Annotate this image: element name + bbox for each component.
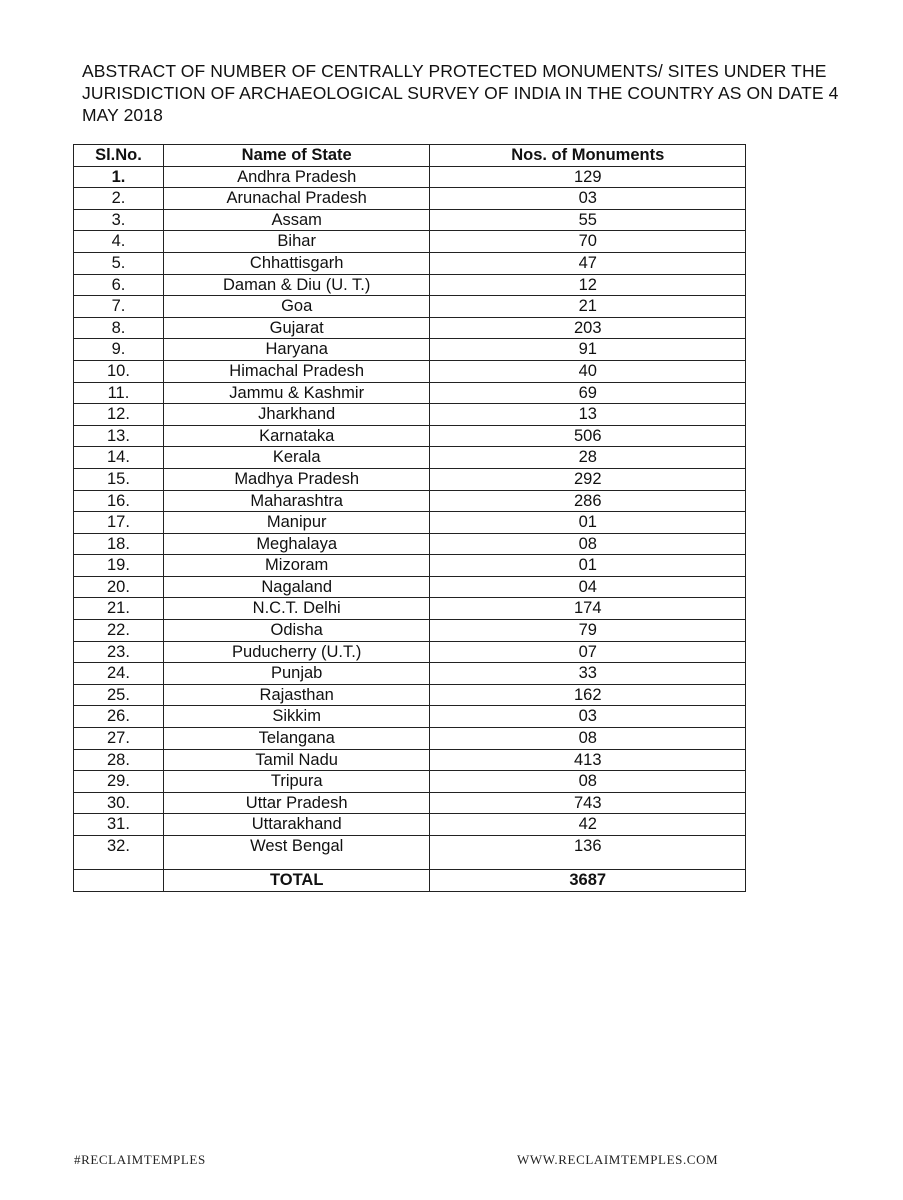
table-row xyxy=(74,684,746,706)
table-row xyxy=(74,728,746,750)
table-row xyxy=(74,468,746,490)
footer-hashtag: #RECLAIMTEMPLES xyxy=(74,1152,206,1167)
row-monument-count: 69 xyxy=(430,382,746,404)
total-row xyxy=(74,870,746,892)
row-monument-count: 162 xyxy=(430,684,746,706)
row-state-name: Bihar xyxy=(163,231,430,253)
row-sl-no: 10. xyxy=(74,360,164,382)
row-state-name: Sikkim xyxy=(163,706,430,728)
table-row xyxy=(74,404,746,426)
table-row xyxy=(74,749,746,771)
row-monument-count: 174 xyxy=(430,598,746,620)
row-monument-count: 129 xyxy=(430,166,746,188)
table-row xyxy=(74,317,746,339)
row-monument-count: 286 xyxy=(430,490,746,512)
row-state-name: Uttarakhand xyxy=(163,814,430,836)
row-monument-count: 03 xyxy=(430,188,746,210)
row-sl-no: 29. xyxy=(74,771,164,793)
row-state-name: N.C.T. Delhi xyxy=(163,598,430,620)
row-monument-count: 47 xyxy=(430,252,746,274)
table-row xyxy=(74,425,746,447)
row-monument-count: 79 xyxy=(430,620,746,642)
row-state-name: Tripura xyxy=(163,771,430,793)
table-row xyxy=(74,360,746,382)
row-sl-no: 19. xyxy=(74,555,164,577)
table-row xyxy=(74,252,746,274)
table-row xyxy=(74,620,746,642)
row-sl-no: 22. xyxy=(74,620,164,642)
row-sl-no: 15. xyxy=(74,468,164,490)
table-row xyxy=(74,771,746,793)
table-row xyxy=(74,706,746,728)
row-sl-no: 3. xyxy=(74,209,164,231)
row-sl-no: 18. xyxy=(74,533,164,555)
row-sl-no: 23. xyxy=(74,641,164,663)
row-state-name: Meghalaya xyxy=(163,533,430,555)
row-state-name: Uttar Pradesh xyxy=(163,792,430,814)
row-sl-no: 26. xyxy=(74,706,164,728)
header-state: Name of State xyxy=(163,145,430,167)
row-monument-count: 413 xyxy=(430,749,746,771)
row-sl-no: 11. xyxy=(74,382,164,404)
table-row xyxy=(74,274,746,296)
total-value: 3687 xyxy=(430,870,746,892)
row-state-name: Telangana xyxy=(163,728,430,750)
row-state-name: Daman & Diu (U. T.) xyxy=(163,274,430,296)
row-monument-count: 70 xyxy=(430,231,746,253)
row-monument-count: 08 xyxy=(430,728,746,750)
row-sl-no: 24. xyxy=(74,663,164,685)
row-sl-no: 9. xyxy=(74,339,164,361)
table-row xyxy=(74,555,746,577)
row-state-name: Punjab xyxy=(163,663,430,685)
table-row xyxy=(74,814,746,836)
row-state-name: Madhya Pradesh xyxy=(163,468,430,490)
row-monument-count: 01 xyxy=(430,555,746,577)
row-state-name: Puducherry (U.T.) xyxy=(163,641,430,663)
table-row xyxy=(74,339,746,361)
row-monument-count: 42 xyxy=(430,814,746,836)
row-state-name: Assam xyxy=(163,209,430,231)
row-sl-no: 17. xyxy=(74,512,164,534)
table-row xyxy=(74,166,746,188)
row-sl-no: 5. xyxy=(74,252,164,274)
row-sl-no: 7. xyxy=(74,296,164,318)
total-empty-cell xyxy=(74,870,164,892)
row-sl-no: 30. xyxy=(74,792,164,814)
row-monument-count: 03 xyxy=(430,706,746,728)
footer-website: WWW.RECLAIMTEMPLES.COM xyxy=(517,1152,719,1167)
total-label: TOTAL xyxy=(163,870,430,892)
row-state-name: Himachal Pradesh xyxy=(163,360,430,382)
row-sl-no: 13. xyxy=(74,425,164,447)
table-row xyxy=(74,296,746,318)
row-monument-count: 28 xyxy=(430,447,746,469)
table-row xyxy=(74,447,746,469)
row-sl-no: 25. xyxy=(74,684,164,706)
row-monument-count: 292 xyxy=(430,468,746,490)
row-sl-no: 12. xyxy=(74,404,164,426)
row-state-name: Haryana xyxy=(163,339,430,361)
row-state-name: Kerala xyxy=(163,447,430,469)
row-monument-count: 21 xyxy=(430,296,746,318)
row-state-name: Tamil Nadu xyxy=(163,749,430,771)
row-state-name: Chhattisgarh xyxy=(163,252,430,274)
row-state-name: Arunachal Pradesh xyxy=(163,188,430,210)
table-row xyxy=(74,512,746,534)
table-row xyxy=(74,231,746,253)
row-sl-no: 21. xyxy=(74,598,164,620)
table-header-row xyxy=(74,145,746,167)
header-sl-no: Sl.No. xyxy=(74,145,164,167)
row-monument-count: 136 xyxy=(430,836,746,870)
row-state-name: Goa xyxy=(163,296,430,318)
row-monument-count: 07 xyxy=(430,641,746,663)
row-state-name: Gujarat xyxy=(163,317,430,339)
row-monument-count: 08 xyxy=(430,533,746,555)
row-state-name: Karnataka xyxy=(163,425,430,447)
document-heading: ABSTRACT OF NUMBER OF CENTRALLY PROTECTED MONUMENTS/ SITES UNDER THE JURISDICTION OF ARCHAEOLOGICAL SURVEY OF INDIA IN THE COUNTRY AS ON DATE 4 MAY 2018 xyxy=(82,61,839,125)
row-monument-count: 40 xyxy=(430,360,746,382)
row-sl-no: 32. xyxy=(74,836,164,870)
row-monument-count: 743 xyxy=(430,792,746,814)
row-monument-count: 08 xyxy=(430,771,746,793)
row-monument-count: 203 xyxy=(430,317,746,339)
row-state-name: Jharkhand xyxy=(163,404,430,426)
row-sl-no: 31. xyxy=(74,814,164,836)
row-state-name: Maharashtra xyxy=(163,490,430,512)
row-sl-no: 8. xyxy=(74,317,164,339)
row-state-name: Jammu & Kashmir xyxy=(163,382,430,404)
row-state-name: West Bengal xyxy=(163,836,430,870)
row-state-name: Rajasthan xyxy=(163,684,430,706)
row-state-name: Odisha xyxy=(163,620,430,642)
header-count: Nos. of Monuments xyxy=(430,145,746,167)
row-state-name: Mizoram xyxy=(163,555,430,577)
row-sl-no: 28. xyxy=(74,749,164,771)
row-state-name: Nagaland xyxy=(163,576,430,598)
row-monument-count: 506 xyxy=(430,425,746,447)
row-sl-no: 6. xyxy=(74,274,164,296)
row-sl-no: 27. xyxy=(74,728,164,750)
monuments-table xyxy=(73,144,746,892)
table-row xyxy=(74,663,746,685)
row-sl-no: 4. xyxy=(74,231,164,253)
row-monument-count: 13 xyxy=(430,404,746,426)
row-monument-count: 91 xyxy=(430,339,746,361)
row-monument-count: 12 xyxy=(430,274,746,296)
table-row xyxy=(74,382,746,404)
table-row xyxy=(74,598,746,620)
table-row xyxy=(74,188,746,210)
row-sl-no: 20. xyxy=(74,576,164,598)
row-sl-no: 1. xyxy=(74,166,164,188)
table-row xyxy=(74,641,746,663)
row-state-name: Andhra Pradesh xyxy=(163,166,430,188)
table-row xyxy=(74,490,746,512)
row-monument-count: 01 xyxy=(430,512,746,534)
table-row xyxy=(74,209,746,231)
row-sl-no: 16. xyxy=(74,490,164,512)
row-state-name: Manipur xyxy=(163,512,430,534)
row-sl-no: 2. xyxy=(74,188,164,210)
row-sl-no: 14. xyxy=(74,447,164,469)
table-row xyxy=(74,792,746,814)
table-body xyxy=(74,166,746,891)
row-monument-count: 04 xyxy=(430,576,746,598)
table-row xyxy=(74,576,746,598)
table-row xyxy=(74,836,746,870)
table-row xyxy=(74,533,746,555)
row-monument-count: 33 xyxy=(430,663,746,685)
row-monument-count: 55 xyxy=(430,209,746,231)
